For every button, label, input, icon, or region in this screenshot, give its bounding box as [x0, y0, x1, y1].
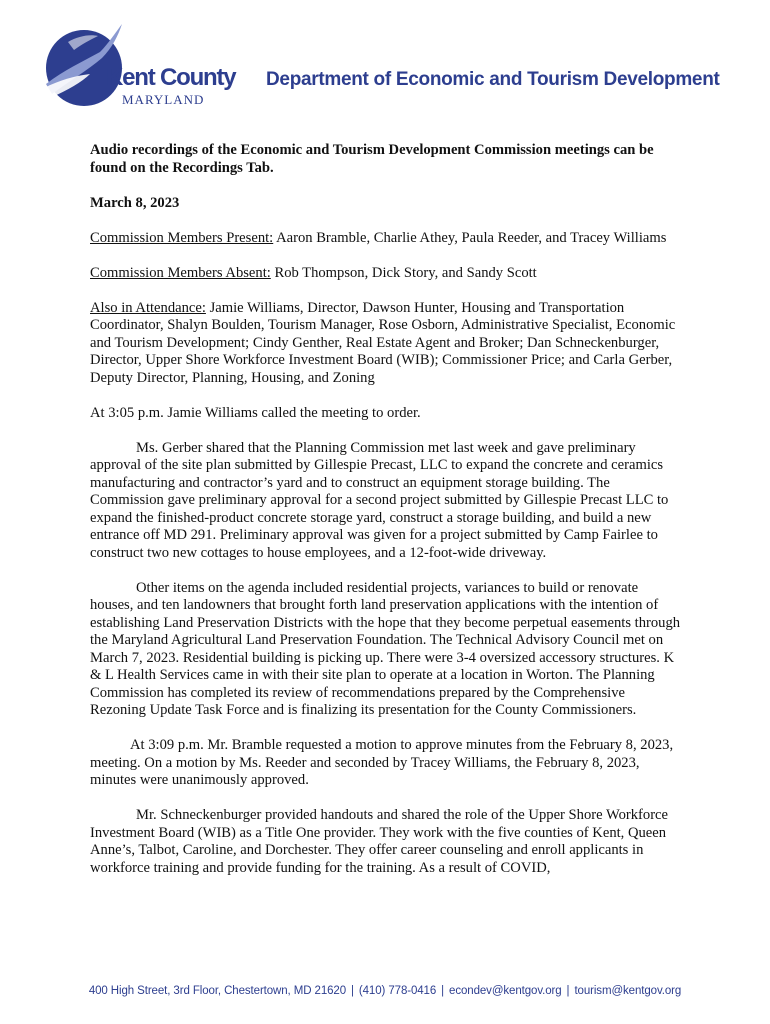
paragraph-planning-commission: Ms. Gerber shared that the Planning Commission met last week and gave preliminary approval of the site plan submitted by Gillespie Precast, LLC to expand the concrete and ceramics manufacturing and contractor’s yard and to construct an equipment storage building. The Commission gave preliminary approval for a second project submitted by Gillespie Precast LLC to expand the finished-product concrete storage yard, construct a storage building, and build a new entrance off MD 291. Preliminary approval was given for a project submitted by Camp Fairlee to construct two new cottages to house employees, and a 12-foot-wide driveway.: [90, 439, 669, 561]
kent-county-logo: [38, 22, 238, 114]
intro-notice: Audio recordings of the Economic and Tourism Development Commission meetings can be found on the Recordings Tab.: [90, 142, 654, 176]
footer-separator: |: [566, 985, 570, 997]
members-absent-names: Rob Thompson, Dick Story, and Sandy Scott: [270, 264, 537, 281]
letterhead: [0, 0, 770, 120]
also-in-attendance: [90, 300, 682, 388]
attendance-label: Also in Attendance:: [90, 299, 206, 316]
paragraph-minutes-approval: At 3:09 p.m. Mr. Bramble requested a motion to approve minutes from the February 8, 2023, meeting. On a motion by Ms. Reeder and seconded by Tracey Williams, the February 8, 2023, minutes were unanimously approved.: [90, 737, 674, 788]
letterhead-footer: [0, 985, 770, 997]
members-present-label: Commission Members Present:: [90, 229, 274, 246]
footer-phone: (410) 778-0416: [358, 985, 437, 997]
meeting-date: March 8, 2023: [90, 194, 180, 211]
paragraph-agenda-items: Other items on the agenda included residential projects, variances to build or renovate houses, and ten landowners that brought forth land preservation applications with the intention of establishing Land Preservation Districts with the hope that they become perpetual easements through the Maryland Agricultural Land Preservation Foundation. The Technical Advisory Council met on March 7, 2023. Residential building is picking up. There were 3-4 oversized accessory structures. K & L Health Services came in with their site plan to operate at a location in Worton. The Planning Commission has completed its review of recommendations prepared by the Comprehensive Rezoning Update Task Force and is finalizing its presentation for the County Commissioners.: [90, 579, 681, 718]
footer-email-tourism[interactable]: tourism@kentgov.org: [574, 985, 682, 997]
paragraph-wib: Mr. Schneckenburger provided handouts and shared the role of the Upper Shore Workforce Investment Board (WIB) as a Title One provider. They work with the five counties of Kent, Queen Anne’s, Talbot, Caroline, and Dorchester. They offer career counseling and enroll applicants in workforce training and provide funding for the training. As a result of COVID,: [90, 807, 669, 876]
meeting-minutes: [90, 142, 682, 895]
footer-separator: |: [441, 985, 445, 997]
logo-state-name: MARYLAND: [122, 92, 205, 107]
call-to-order: At 3:05 p.m. Jamie Williams called the meeting to order.: [90, 404, 421, 421]
logo-county-name: Kent County: [106, 64, 236, 91]
members-present: [90, 230, 682, 248]
members-present-names: Aaron Bramble, Charlie Athey, Paula Reeder, and Tracey Williams: [273, 229, 667, 246]
footer-separator: |: [351, 985, 354, 997]
footer-email-econdev[interactable]: econdev@kentgov.org: [449, 985, 562, 997]
footer-address: 400 High Street, 3rd Floor, Chestertown, MD 21620: [88, 985, 347, 997]
members-absent: [90, 265, 682, 283]
department-title: Department of Economic and Tourism Development: [266, 69, 720, 90]
attendance-names: Jamie Williams, Director, Dawson Hunter, Housing and Transportation Coordinator, Shalyn Boulden, Tourism Manager, Rose Osborn, Administrative Specialist, Economic and Tourism Development; Cindy Genther, Real Estate Agent and Broker; Dan Schneckenburger, Director, Upper Shore Workforce Investment Board (WIB); Commissioner Price; and Carla Gerber, Deputy Director, Planning, Housing, and Zoning: [90, 299, 676, 386]
members-absent-label: Commission Members Absent:: [90, 264, 271, 281]
